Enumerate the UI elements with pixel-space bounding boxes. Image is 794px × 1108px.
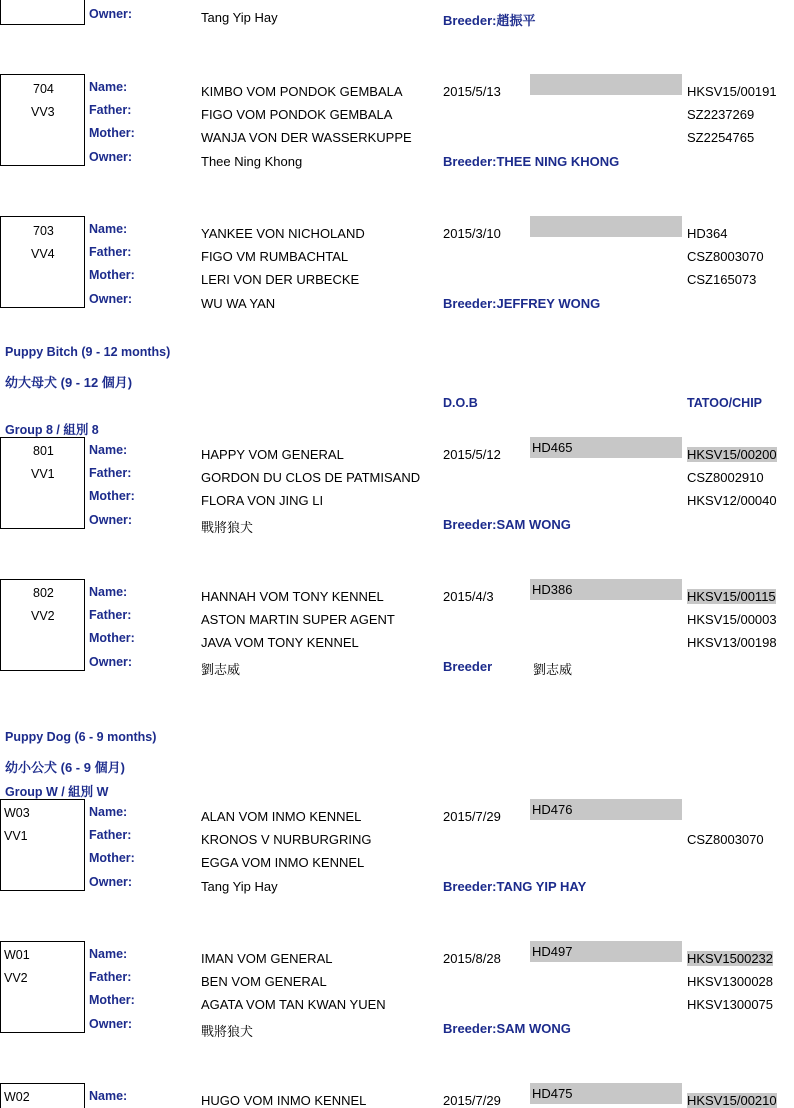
owner-name: 劉志威 [201,662,241,677]
dog-name: IMAN VOM GENERAL [201,951,333,966]
registration: HKSV15/00200 [687,447,777,462]
catalog-number: 704 [33,82,54,96]
dob: 2015/3/10 [443,226,501,241]
dob: 2015/7/29 [443,809,501,824]
catalog-number: W01 [4,948,30,962]
father-registration: CSZ8003070 [687,832,764,847]
breeder-label: Breeder [443,659,493,674]
breeder: Breeder:SAM WONG [443,1021,571,1036]
id-code-cell: HD465 [530,437,682,458]
father-registration: HKSV15/00003 [687,612,777,627]
mother-registration: SZ2254765 [687,130,755,145]
dog-entry [0,216,794,336]
grade: VV1 [4,829,28,843]
mother-name: JAVA VOM TONY KENNEL [201,635,359,650]
grade: VV4 [31,247,55,261]
owner-name: Thee Ning Khong [201,154,303,169]
breeder: Breeder:SAM WONG [443,517,571,532]
dob-column-header: D.O.B [443,396,478,410]
catalog-number: 802 [33,586,54,600]
group-header: Group W / 組別 W [5,785,109,799]
breeder-name: 劉志威 [533,662,573,677]
father-label: Father: [89,828,132,842]
father-registration: CSZ8002910 [687,470,764,485]
owner-name: 戰將狼犬 [201,1024,254,1039]
dog-name: KIMBO VOM PONDOK GEMBALA [201,84,403,99]
name-label: Name: [89,805,128,819]
father-name: FIGO VOM PONDOK GEMBALA [201,107,393,122]
father-name: GORDON DU CLOS DE PATMISAND [201,470,421,485]
mother-name: WANJA VON DER WASSERKUPPE [201,130,412,145]
father-registration: SZ2237269 [687,107,755,122]
dob: 2015/7/29 [443,1093,501,1108]
id-code-cell: HD475 [530,1083,682,1104]
owner-label: Owner: [89,292,133,306]
mother-label: Mother: [89,126,135,140]
owner-label: Owner: [89,150,133,164]
entry-box [0,0,85,25]
father-name: FIGO VM RUMBACHTAL [201,249,349,264]
mother-name: AGATA VOM TAN KWAN YUEN [201,997,386,1012]
catalog-number: 801 [33,444,54,458]
id-code-cell: HD476 [530,799,682,820]
father-label: Father: [89,970,132,984]
mother-name: FLORA VON JING LI [201,493,324,508]
dob: 2015/5/12 [443,447,501,462]
section-title-en: Puppy Bitch (9 - 12 months) [5,345,171,359]
father-registration: CSZ8003070 [687,249,764,264]
dog-entry [0,941,794,1061]
father-label: Father: [89,608,132,622]
dog-entry [0,579,794,699]
breeder: Breeder:JEFFREY WONG [443,296,601,311]
registration: HD364 [687,226,728,241]
grade: VV3 [31,105,55,119]
name-label: Name: [89,947,128,961]
mother-registration: HKSV13/00198 [687,635,777,650]
breeder: Breeder:TANG YIP HAY [443,879,587,894]
id-code-cell [530,216,682,237]
mother-registration: HKSV12/00040 [687,493,777,508]
owner-label: Owner: [89,655,133,669]
dog-entry [0,1083,794,1108]
dob: 2015/5/13 [443,84,501,99]
name-label: Name: [89,585,128,599]
mother-label: Mother: [89,489,135,503]
father-name: KRONOS V NURBURGRING [201,832,372,847]
mother-name: LERI VON DER URBECKE [201,272,360,287]
dog-name: YANKEE VON NICHOLAND [201,226,365,241]
section-title-en: Puppy Dog (6 - 9 months) [5,730,157,744]
dog-name: HANNAH VOM TONY KENNEL [201,589,384,604]
dog-name: ALAN VOM INMO KENNEL [201,809,362,824]
owner-label: Owner: [89,513,133,527]
dog-entry [0,74,794,194]
breeder-value: Breeder:趙振平 [443,13,536,28]
mother-label: Mother: [89,631,135,645]
catalog-number: 703 [33,224,54,238]
owner-name: 戰將狼犬 [201,520,254,535]
owner-name: Tang Yip Hay [201,879,278,894]
owner-name: WU WA YAN [201,296,276,311]
grade: VV1 [31,467,55,481]
grade: VV2 [31,609,55,623]
dob: 2015/8/28 [443,951,501,966]
mother-label: Mother: [89,851,135,865]
id-code-cell: HD386 [530,579,682,600]
mother-label: Mother: [89,268,135,282]
grade: VV2 [4,971,28,985]
tatoo-chip-column-header: TATOO/CHIP [687,396,762,410]
owner-label: Owner: [89,1017,133,1031]
name-label: Name: [89,80,128,94]
registration: HKSV15/00210 [687,1093,777,1108]
father-label: Father: [89,245,132,259]
father-registration: HKSV1300028 [687,974,774,989]
mother-registration: HKSV1300075 [687,997,774,1012]
name-label: Name: [89,1089,128,1103]
catalog-number: W02 [4,1090,30,1104]
registration: HKSV15/00115 [687,589,776,604]
id-code-cell [530,74,682,95]
name-label: Name: [89,222,128,236]
section-title-zh: 幼大母犬 (9 - 12 個月) [5,375,133,390]
dob: 2015/4/3 [443,589,494,604]
mother-name: EGGA VOM INMO KENNEL [201,855,365,870]
owner-label: Owner: [89,875,133,889]
catalog-number: W03 [4,806,30,820]
dog-entry [0,799,794,919]
name-label: Name: [89,443,128,457]
breeder: Breeder:THEE NING KHONG [443,154,620,169]
section-title-zh: 幼小公犬 (6 - 9 個月) [5,760,125,775]
mother-label: Mother: [89,993,135,1007]
father-name: BEN VOM GENERAL [201,974,327,989]
owner-value: Tang Yip Hay [201,10,278,25]
dog-name: HUGO VOM INMO KENNEL [201,1093,367,1108]
dog-entry [0,437,794,557]
owner-label: Owner: [89,7,133,21]
father-label: Father: [89,466,132,480]
mother-registration: CSZ165073 [687,272,757,287]
registration: HKSV1500232 [687,951,774,966]
dog-name: HAPPY VOM GENERAL [201,447,344,462]
group-header: Group 8 / 組別 8 [5,423,99,437]
id-code-cell: HD497 [530,941,682,962]
father-label: Father: [89,103,132,117]
registration: HKSV15/00191 [687,84,777,99]
father-name: ASTON MARTIN SUPER AGENT [201,612,395,627]
